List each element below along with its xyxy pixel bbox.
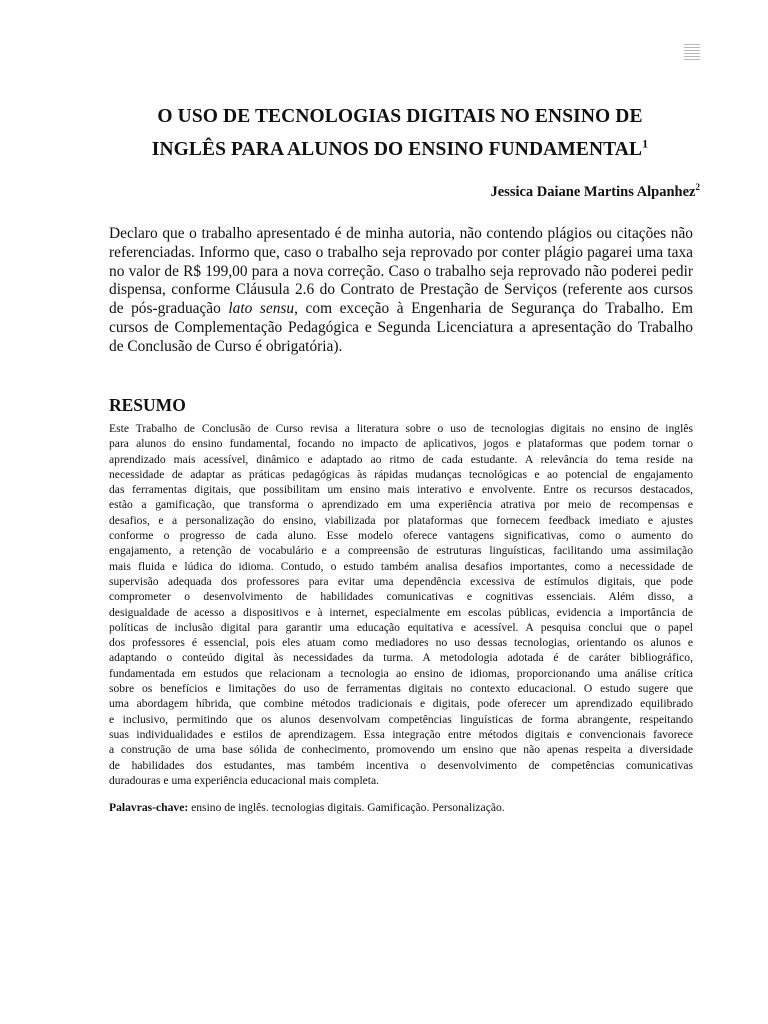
abstract-line: necessidade de adaptar as práticas pedagógicas às rápidas mudanças tecnológicas e ao potencial de engajamento <box>109 467 693 481</box>
authorship-declaration <box>109 225 693 357</box>
declaration-text: de pós-graduação <box>109 300 229 318</box>
abstract-paragraph <box>109 421 693 788</box>
declaration-line: dispensa, conforme Cláusula 2.6 do Contrato de Prestação de Serviços (referente aos cursos <box>109 281 693 299</box>
page-title <box>100 100 700 166</box>
italic-term: lato sensu <box>228 300 295 318</box>
abstract-line: supervisão adequada dos professores para evitar uma dependência excessiva de estímulos digitais, que pode <box>109 574 693 588</box>
title-line-2 <box>100 133 700 166</box>
declaration-line <box>109 300 693 319</box>
abstract-line: sobre os benefícios e limitações do uso de ferramentas digitais no contexto educacional. O estudo sugere que <box>109 682 693 696</box>
abstract-line: mais fluida e lúdica do idioma. Contudo, o estudo também analisa desafios importantes, como a necessidade de <box>109 559 693 573</box>
abstract-line: estão a gamificação, que transforma o aprendizado em uma experiência atrativa por meio de recompensas e <box>109 498 693 512</box>
declaration-text: , com exceção à Engenharia de Segurança do Trabalho. Em <box>294 300 693 318</box>
abstract-line: comprometer o desenvolvimento de habilidades comunicativas e cognitivas essenciais. Além disso, a <box>109 590 693 604</box>
keywords-label: Palavras-chave: <box>109 801 189 814</box>
abstract-line: e inclusivo, permitindo que os alunos desenvolvam competências linguísticas de forma abrangente, respeitando <box>109 712 693 726</box>
abstract-line: de habilidades dos estudantes, mas também incentiva o desenvolvimento de competências comunicativas <box>109 758 693 772</box>
abstract-line: suas individualidades e estilos de aprendizagem. Essa integração entre métodos digitais e convencionais favorece <box>109 727 693 741</box>
abstract-line: desafios, e a personalização do ensino, viabilizada por plataformas que fornecem feedback imediato e ajustes <box>109 513 693 527</box>
abstract-line: adaptando o conteúdo digital às necessidades da turma. A metodologia adotada é de caráter bibliográfico, <box>109 651 693 665</box>
section-heading-resumo: RESUMO <box>109 395 186 415</box>
abstract-line: desigualdade de acesso a dispositivos e à internet, especialmente em escolas públicas, evidencia a importância de <box>109 605 693 619</box>
abstract-line: das ferramentas digitais, que possibilitam um ensino mais interativo e envolvente. Entre os recursos destacados, <box>109 483 693 497</box>
abstract-line: aprendizado mais acessível, dinâmico e adaptado ao ritmo de cada estudante. A relevância do tema reside na <box>109 452 693 466</box>
abstract-line: uma abordagem híbrida, que combine métodos tradicionais e digitais, pode oferecer um aprendizado equilibrado <box>109 697 693 711</box>
text-lines-icon <box>684 44 700 62</box>
title-line-1: O USO DE TECNOLOGIAS DIGITAIS NO ENSINO DE <box>157 106 643 127</box>
declaration-line: de Conclusão de Curso é obrigatória). <box>109 337 343 355</box>
abstract-line: duradouras e uma experiência educacional mais completa. <box>109 773 380 787</box>
abstract-line: dos professores é essencial, pois eles atuam como mediadores no uso dessas tecnologias, orientando os alunos e <box>109 636 693 650</box>
abstract-line: conforme o progresso de cada aluno. Esse modelo oferece vantagens significativas, como o aumento do <box>109 529 693 543</box>
abstract-line: a construção de uma base sólida de conhecimento, promovendo um ensino que não apenas respeita a diversidade <box>109 743 693 757</box>
author-text: Jessica Daiane Martins Alpanhez <box>490 184 696 200</box>
abstract-line: fundamentada em estudos que relacionam a tecnologia ao ensino de idiomas, proporcionando uma análise crítica <box>109 666 693 680</box>
keywords-text: ensino de inglês. tecnologias digitais. Gamificação. Personalização. <box>188 801 505 814</box>
keywords-line <box>109 801 505 814</box>
abstract-line: engajamento, a retenção de vocabulário e a compreensão de estruturas linguísticas, facilitando uma assimilação <box>109 544 693 558</box>
abstract-line: para alunos do ensino fundamental, focando no impacto de aplicativos, jogos e plataformas que podem tornar o <box>109 437 693 451</box>
declaration-line: cursos de Complementação Pedagógica e Segunda Licenciatura a apresentação do Trabalho <box>109 318 693 336</box>
title-line-2-text: INGLÊS PARA ALUNOS DO ENSINO FUNDAMENTAL <box>151 139 643 160</box>
title-footnote-marker: 1 <box>642 136 649 151</box>
declaration-line: no valor de R$ 199,00 para a nova correção. Caso o trabalho seja reprovado não poderei pedir <box>109 262 693 280</box>
abstract-line: políticas de inclusão digital para garantir uma educação equitativa e acessível. A pesquisa conclui que o papel <box>109 620 693 634</box>
author-name <box>490 184 700 201</box>
author-footnote-marker: 2 <box>695 182 700 193</box>
declaration-line: Declaro que o trabalho apresentado é de minha autoria, não contendo plágios ou citações não <box>109 225 693 242</box>
declaration-line: referenciadas. Informo que, caso o trabalho seja reprovado por conter plágio pagarei uma taxa <box>109 243 693 261</box>
abstract-line: Este Trabalho de Conclusão de Curso revisa a literatura sobre o uso de tecnologias digitais no ensino de inglês <box>109 422 693 435</box>
